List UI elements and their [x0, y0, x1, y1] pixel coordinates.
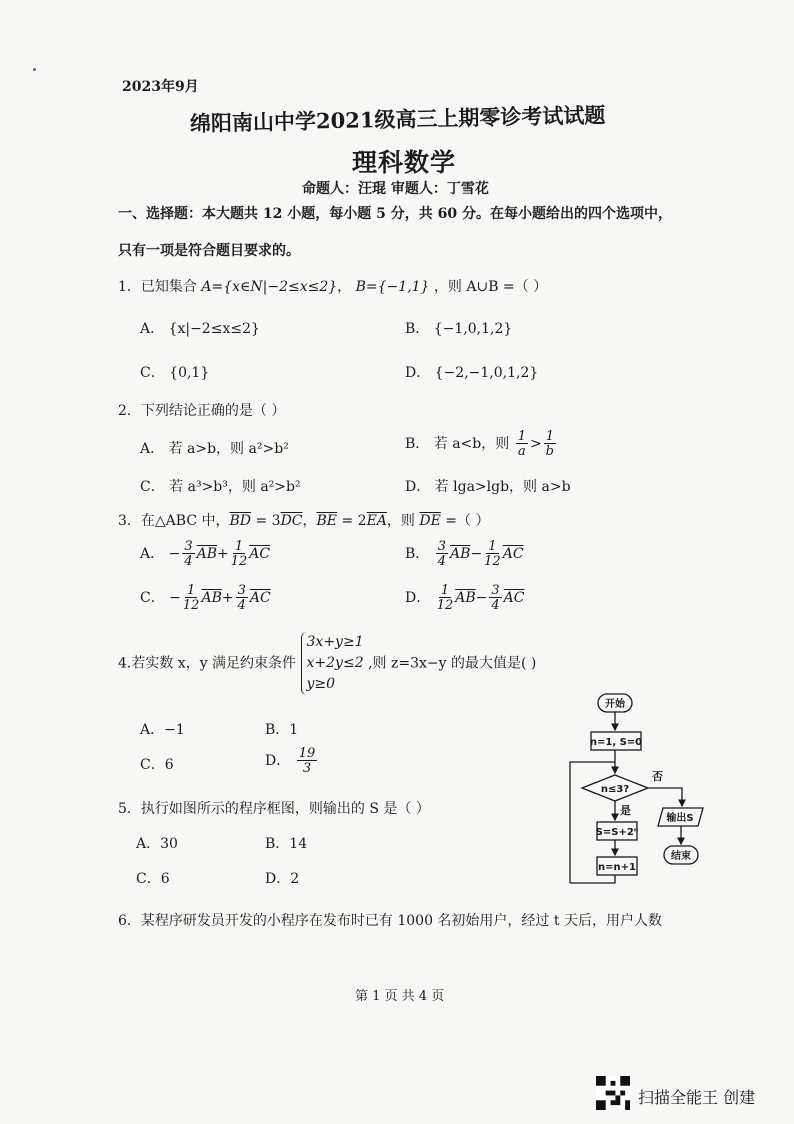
q3-a-op: +: [217, 546, 229, 562]
q3-c-n2: 3: [237, 583, 246, 598]
q3-a-n1: 3: [184, 539, 193, 554]
q1-option-c: C． {0,1}: [140, 365, 210, 381]
q2-b-frac2: [544, 430, 556, 458]
q2-option-a: A． 若 a>b，则 a²>b²: [140, 441, 289, 457]
q3-vec-dc: $\overline{DC}$: [280, 513, 303, 529]
flow-end-label: 结束: [671, 851, 691, 862]
program-flowchart: [560, 688, 720, 893]
q4-option-b: B．1: [265, 722, 299, 738]
flow-arrow-no: [648, 788, 682, 806]
q2-option-d: D． 若 lga>lgb，则 a>b: [405, 479, 571, 495]
q2-option-b: [405, 430, 558, 458]
q5-option-a: A．30: [136, 836, 178, 852]
q4-option-d: [265, 747, 319, 775]
flow-output-label: 输出S: [666, 813, 694, 824]
q2-b-den2: b: [545, 444, 554, 459]
q3-stem-pre: 3．在△ABC 中，: [118, 513, 230, 529]
section-instruction-line1: 一、选择题：本大题共 12 小题，每小题 5 分，共 60 分。在每小题给出的四个选项中，: [118, 206, 672, 222]
q4-constraint-1: 3x+y≥1: [306, 634, 364, 650]
q3-b-v2: $\overline{AC}$: [502, 546, 524, 562]
q3-sep2: ，则: [386, 513, 420, 529]
q3-d-v1: $\overline{AB}$: [455, 590, 476, 606]
question-6-stem: 6．某程序研发员开发的小程序在发布时已有 1000 名初始用户，经过 t 天后，用户人数: [118, 913, 662, 929]
q2-b-num1: 1: [517, 429, 526, 444]
q3-vec-de: $\overline{DE}$: [419, 513, 441, 529]
q5-option-b: B．14: [265, 836, 308, 852]
q3-a-v1: $\overline{AB}$: [196, 546, 217, 562]
q3-vec-bd: $\overline{BD}$: [229, 513, 252, 529]
question-2-stem: 2．下列结论正确的是（ ）: [118, 403, 286, 419]
q1-option-b: B． {−1,0,1,2}: [405, 321, 513, 337]
q3-a-label: A．: [140, 546, 165, 562]
q3-c-d1: 12: [182, 598, 200, 613]
q4-d-label: D．: [265, 753, 291, 769]
q3-c-v1: $\overline{AB}$: [201, 590, 222, 606]
q4-option-a: A．−1: [140, 722, 185, 738]
q3-b-frac2: [484, 540, 501, 568]
q2-b-gt: >: [529, 436, 542, 452]
q3-d-op: −: [475, 590, 488, 606]
authors-line: 命题人：汪琨 审题人：丁雪花: [302, 181, 489, 197]
flow-cond-label: n≤3?: [600, 784, 630, 795]
scanner-watermark: 扫描全能王 创建: [638, 1088, 756, 1107]
question-5-stem: 5．执行如图所示的程序框图，则输出的 S 是（ ）: [118, 801, 430, 817]
q2-b-frac1: [516, 430, 528, 458]
subject-title: 理科数学: [352, 148, 457, 177]
q3-a-v2: $\overline{AC}$: [249, 546, 271, 562]
q4-constraint-3: y≥0: [306, 676, 336, 692]
q3-sep1: ，: [302, 513, 317, 529]
q3-c-frac1: [183, 584, 200, 612]
q1-set-a: A={x∈N|−2≤x≤2}: [201, 279, 338, 295]
q3-a-d2: 12: [230, 554, 248, 569]
q3-c-label: C．: [140, 590, 165, 606]
scan-speck: [33, 68, 36, 71]
q3-a-d1: 4: [184, 554, 193, 569]
q3-d-n1: 1: [440, 583, 450, 598]
flow-start-label: 开始: [605, 699, 625, 710]
q1-option-d: D． {−2,−1,0,1,2}: [405, 365, 539, 381]
q3-d-frac1: [437, 584, 454, 612]
q3-vec-ea: $\overline{EA}$: [366, 513, 387, 529]
flow-init-label: n=1, S=0: [589, 737, 643, 748]
q3-b-frac1: [436, 540, 448, 568]
q3-b-n1: 3: [437, 539, 447, 554]
q2-option-c: C． 若 a³>b³，则 a²>b²: [140, 479, 301, 495]
q1-stem-post: ，则 A∪B =（ ）: [433, 279, 548, 295]
q5-option-d: D．2: [265, 871, 300, 887]
school-title: 绵阳南山中学2021级高三上期零诊考试试题: [189, 102, 606, 136]
question-4-stem: [118, 632, 536, 695]
q2-b-pre: B． 若 a<b，则: [405, 436, 510, 452]
q3-b-n2: 1: [488, 539, 497, 554]
q3-c-d2: 4: [237, 598, 246, 613]
q3-option-d: [405, 584, 524, 612]
q4-d-frac: [297, 747, 318, 775]
q3-eq1: = 3: [251, 513, 281, 529]
q3-a-n2: 1: [234, 539, 244, 554]
q3-a-frac2: [231, 540, 248, 568]
q4-d-num: 19: [298, 746, 316, 761]
qr-code-icon: [596, 1076, 630, 1110]
q3-c-op: +: [221, 590, 234, 606]
q3-b-op: −: [470, 546, 483, 562]
q1-option-a: A． {x|−2≤x≤2}: [140, 321, 260, 337]
flow-update-n-label: n=n+1: [598, 862, 636, 873]
q3-option-a: [140, 540, 270, 568]
q3-eq2: = 2: [337, 513, 367, 529]
q1-stem-pre: 1．已知集合: [118, 279, 197, 295]
flow-yes-label: 是: [620, 804, 631, 817]
q3-b-d1: 4: [437, 554, 447, 569]
q3-d-d1: 12: [436, 598, 454, 613]
q3-option-b: [405, 540, 524, 568]
q4-stem-pre: 4.若实数 x，y 满足约束条件: [118, 655, 297, 672]
q3-a-sign: −: [168, 546, 181, 562]
q5-option-c: C．6: [136, 871, 170, 887]
q3-stem-post: =（ ）: [440, 513, 490, 529]
q3-b-d2: 12: [484, 554, 501, 569]
q4-d-den: 3: [302, 761, 312, 776]
flow-no-label: 否: [652, 770, 663, 783]
q3-d-label: D．: [405, 590, 431, 606]
q3-c-v2: $\overline{AC}$: [249, 590, 271, 606]
exam-date: 2023年9月: [122, 79, 199, 95]
q4-constraint-system: [301, 632, 364, 695]
q3-option-c: [140, 584, 271, 612]
q3-d-v2: $\overline{AC}$: [503, 590, 525, 606]
q3-d-d2: 4: [491, 598, 500, 613]
q4-stem-post: ,则 z=3x−y 的最大值是( ): [368, 655, 537, 672]
question-1-stem: 1．已知集合 A={x∈N|−2≤x≤2}， B={−1,1} ，则 A∪B =（ ）: [118, 279, 548, 295]
flow-loop-bottom-line: [570, 875, 615, 883]
q3-vec-be: $\overline{BE}$: [316, 513, 338, 529]
q3-d-n2: 3: [491, 583, 500, 598]
q4-constraint-2: x+2y≤2: [306, 655, 364, 671]
question-3-stem: [118, 510, 489, 530]
q2-b-den1: a: [517, 444, 526, 459]
section-instruction-line2: 只有一项是符合题目要求的。: [118, 243, 300, 259]
q3-b-v1: $\overline{AB}$: [450, 546, 471, 562]
q3-c-frac2: [236, 584, 248, 612]
page-number: 第 1 页 共 4 页: [355, 989, 445, 1004]
q3-b-label: B．: [405, 546, 430, 562]
q3-c-n1: 1: [187, 583, 196, 598]
flow-update-s-label: S=S+2ⁿ: [595, 827, 639, 838]
q4-option-c: C．6: [140, 757, 174, 773]
q3-a-frac1: [182, 540, 194, 568]
q3-c-sign: −: [169, 590, 181, 606]
q3-d-frac2: [489, 584, 501, 612]
q1-set-b: B={−1,1}: [355, 279, 430, 295]
q2-b-num2: 1: [545, 429, 554, 444]
